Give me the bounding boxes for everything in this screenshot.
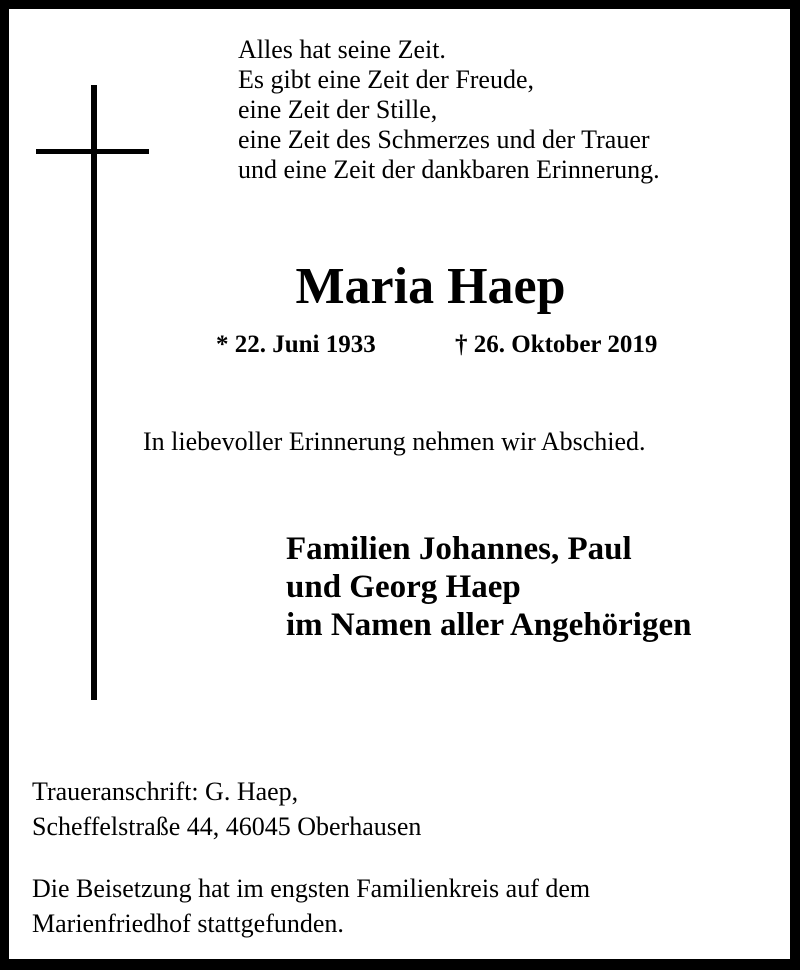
cross-icon-crossbar bbox=[36, 149, 149, 154]
birth-date: * 22. Juni 1933 bbox=[216, 331, 376, 358]
mourning-address bbox=[32, 774, 421, 844]
family-line: und Georg Haep bbox=[286, 569, 521, 605]
farewell-text: In liebevoller Erinnerung nehmen wir Abschied. bbox=[143, 427, 646, 456]
family-line: im Namen aller Angehörigen bbox=[286, 607, 692, 643]
death-date: † 26. Oktober 2019 bbox=[455, 331, 658, 358]
address-line: Traueranschrift: G. Haep, bbox=[32, 777, 299, 806]
deceased-name: Maria Haep bbox=[295, 258, 566, 315]
poem-line: Alles hat seine Zeit. bbox=[238, 35, 446, 64]
poem-line: eine Zeit des Schmerzes und der Trauer bbox=[238, 125, 650, 154]
burial-line: Marienfriedhof stattgefunden. bbox=[32, 909, 344, 938]
burial-line: Die Beisetzung hat im engsten Familienkreis auf dem bbox=[32, 874, 591, 903]
family-line: Familien Johannes, Paul bbox=[286, 531, 632, 567]
poem-line: und eine Zeit der dankbaren Erinnerung. bbox=[238, 155, 660, 184]
poem-line: Es gibt eine Zeit der Freude, bbox=[238, 65, 535, 94]
burial-note bbox=[32, 871, 590, 941]
obituary-notice bbox=[9, 9, 790, 959]
family-signature bbox=[286, 530, 691, 644]
address-line: Scheffelstraße 44, 46045 Oberhausen bbox=[32, 812, 422, 841]
cross-icon bbox=[91, 85, 97, 700]
poem bbox=[238, 35, 660, 185]
poem-line: eine Zeit der Stille, bbox=[238, 95, 438, 124]
